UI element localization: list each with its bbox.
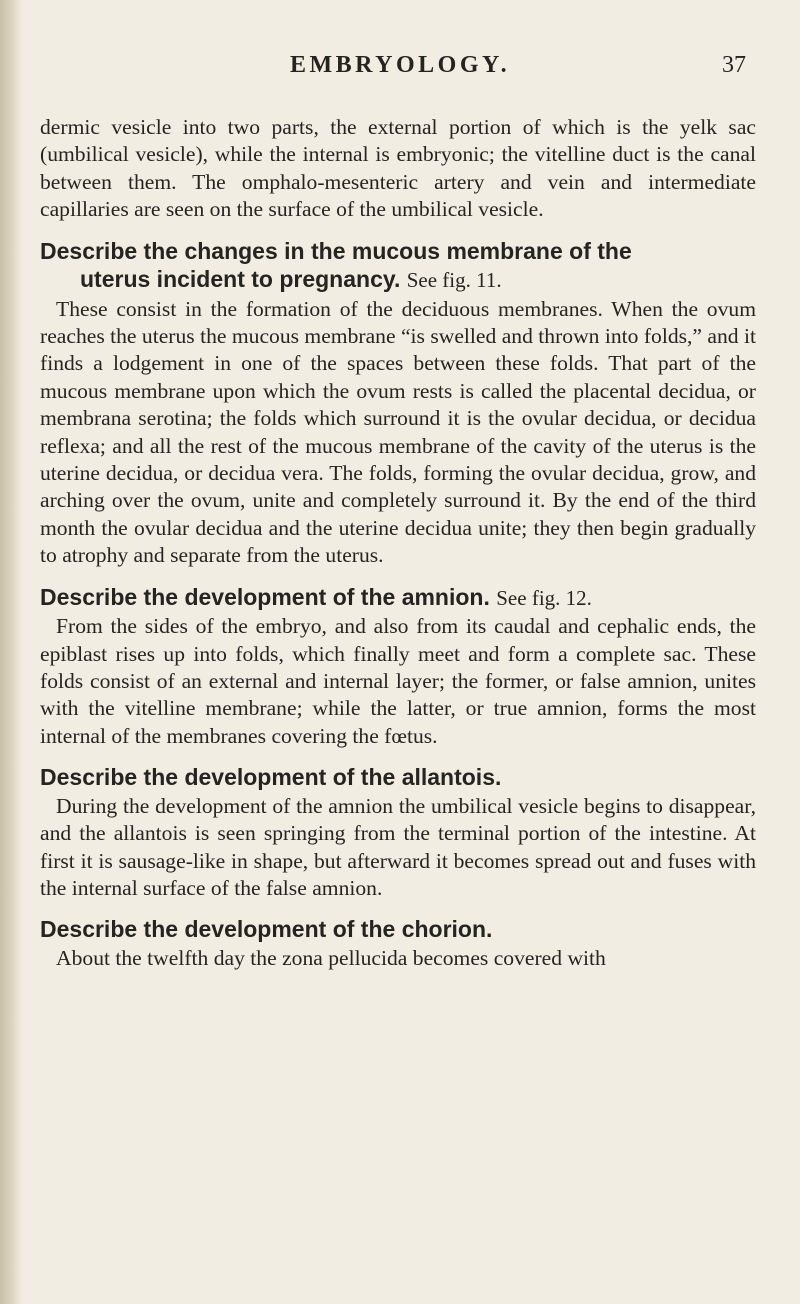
page-number: 37 — [722, 52, 746, 78]
question-text: Describe the changes in the mucous membrane of the — [40, 237, 632, 264]
question-heading — [40, 584, 756, 613]
section-amnion — [40, 584, 756, 751]
section-mucous-membrane — [40, 238, 756, 570]
page-header — [40, 52, 756, 92]
answer-paragraph: During the development of the amnion the umbilical vesicle begins to disappear, and the allantois is seen springing from the terminal portion of the intestine. At first it is sausage-like in shape, but afterward it becomes spread out and fuses with the internal surface of the false amnion. — [40, 793, 756, 900]
continued-paragraph: dermic vesicle into two parts, the external portion of which is the yelk sac (umbilical vesicle), while the internal is embryonic; the vitelline duct is the canal between them. The omphalo-mesenteric artery and vein and intermediate capillaries are seen on the surface of the umbilical vesicle. — [40, 115, 756, 222]
question-heading — [40, 238, 756, 266]
section-allantois — [40, 764, 756, 902]
question-text: uterus incident to pregnancy. — [80, 266, 401, 293]
question-text: Describe the development of the chorion. — [40, 916, 493, 943]
answer-paragraph: From the sides of the embryo, and also from its caudal and cephalic ends, the epiblast rises up into folds, which finally meet and form a complete sac. These folds consist of an external and internal layer; the former, or false amnion, unites with the vitelline membrane; while the latter, or true amnion, forms the most internal of the membranes covering the fœtus. — [40, 614, 756, 748]
section-chorion — [40, 916, 756, 972]
figure-reference: See fig. 11. — [406, 268, 502, 293]
answer-paragraph: These consist in the formation of the deciduous membranes. When the ovum reaches the uterus the mucous membrane “is swelled and thrown into folds,” and it finds a lodgement in one of the spaces between these folds. That part of the mucous membrane upon which the ovum rests is called the placental decidua, or membrana serotina; the folds which surround it is the ovular decidua, or decidua reflexa; and all the rest of the mucous membrane of the cavity of the uterus is the uterine decidua, or decidua vera. The folds, forming the ovular decidua, grow, and arching over the ovum, unite and completely surround it. By the end of the third month the ovular decidua and the uterine decidua unite; they then begin gradually to atrophy and separate from the uterus. — [40, 296, 756, 568]
answer-paragraph: About the twelfth day the zona pellucida becomes covered with — [56, 945, 606, 970]
question-text: Describe the development of the amnion. — [40, 583, 490, 610]
question-heading — [40, 764, 756, 792]
question-heading — [40, 916, 756, 944]
figure-reference: See fig. 12. — [496, 585, 592, 610]
question-text: Describe the development of the allantois. — [40, 764, 502, 791]
running-head: EMBRYOLOGY. — [290, 52, 511, 78]
question-heading-continued — [40, 266, 756, 295]
